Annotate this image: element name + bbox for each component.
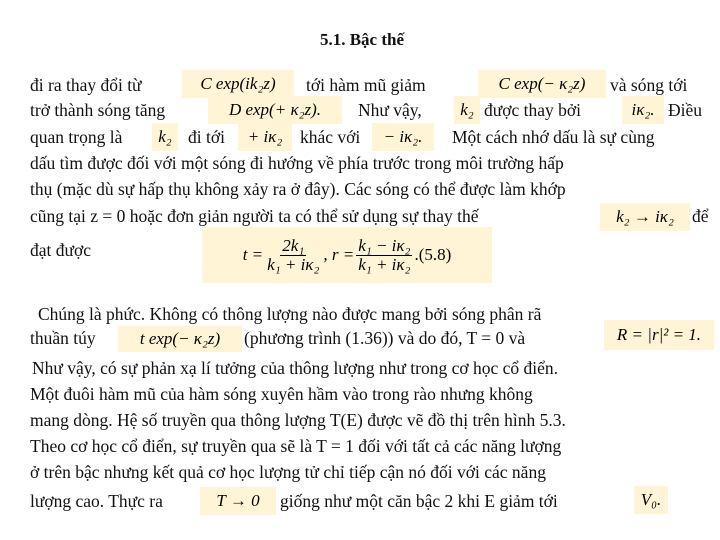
equation-k2-a: k₂ (454, 96, 480, 124)
equation-T0: T → 0 (200, 487, 276, 515)
equation-5-8: t = $\frac{\text{2k₁}}{\text{k₁ + iκ₂}}$ , r = $\frac{\text{k₁ − iκ₂}}{\text{k₁ + iκ₂}}$ .(5.8) (202, 227, 492, 283)
equation-i-kappa2: iκ₂. (622, 96, 664, 124)
p1-line3-b: đi tới (188, 127, 225, 147)
p1-line1-b: tới hàm mũ giảm (306, 75, 426, 95)
p1-line7: đạt được (30, 240, 92, 260)
p1-line1-c: và sóng tới (610, 75, 688, 95)
p1-line4: dấu tìm được đối với một sóng đi hướng về phía trước trong môi trường hấp (30, 153, 564, 173)
section-title: 5.1. Bậc thế (319, 30, 405, 49)
p2-line3: Như vậy, có sự phản xạ lí tưởng của thông lượng như trong cơ học cổ điển. (32, 358, 559, 378)
p1-line6-b: để (692, 206, 709, 226)
p2-line5: mang dòng. Hệ số truyền qua thông lượng T(E) được vẽ đồ thị trên hình 5.3. (30, 410, 566, 430)
equation-R: R = |r|² = 1. (604, 320, 714, 350)
p2-line7: ở trên bậc nhưng kết quả cơ học lượng tử chỉ tiếp cận nó đối với các năng (30, 462, 546, 482)
equation-d-exp-kappa2z: D exp(+ κ₂z). (208, 96, 342, 124)
equation-t-exp: t exp(− κ₂z) (118, 326, 242, 352)
p2-line1: Chúng là phức. Không có thông lượng nào được mang bởi sóng phân rã (38, 304, 542, 324)
equation-substitution: k₂ → iκ₂ (600, 203, 690, 231)
p1-line5: thụ (mặc dù sự hấp thụ không xảy ra ở đây). Các sóng có thể được làm khớp (30, 179, 566, 199)
p1-line3-d: Một cách nhớ dấu là sự cùng (452, 127, 655, 147)
equation-plus-i-kappa2: + iκ₂ (238, 123, 292, 151)
equation-c-exp-neg-kappa2z: C exp(− κ₂z) (478, 70, 606, 98)
p1-line2-b: Như vậy, (358, 100, 422, 120)
p1-line6-a: cũng tại z = 0 hoặc đơn giản người ta có thể sử dụng sự thay thế (30, 206, 479, 226)
p1-line1-a: đi ra thay đổi từ (30, 75, 142, 95)
p1-line2-a: trở thành sóng tăng (30, 100, 166, 120)
p1-line3-a: quan trọng là (30, 127, 123, 147)
p2-line2-a: thuần túy (30, 328, 96, 348)
p2-line4: Một đuôi hàm mũ của hàm sóng xuyên hầm vào trong rào nhưng không (30, 384, 533, 404)
equation-V0: V₀. (634, 486, 668, 514)
p1-line2-d: Điều (668, 100, 703, 120)
p2-line2-b: (phương trình (1.36)) và do đó, T = 0 và (244, 328, 526, 348)
p2-line8-b: giống như một căn bậc 2 khi E giảm tới (280, 491, 558, 511)
equation-k2-b: k₂ (152, 123, 178, 151)
p2-line6: Theo cơ học cổ điển, sự truyền qua sẽ là T = 1 đối với tất cả các năng lượng (30, 436, 562, 456)
equation-minus-i-kappa2: − iκ₂. (372, 123, 434, 151)
p1-line3-c: khác với (300, 127, 361, 147)
equation-c-exp-ik2z: C exp(ik₂z) (182, 70, 294, 98)
p1-line2-c: được thay bởi (484, 100, 582, 120)
p2-line8-a: lượng cao. Thực ra (30, 491, 163, 511)
